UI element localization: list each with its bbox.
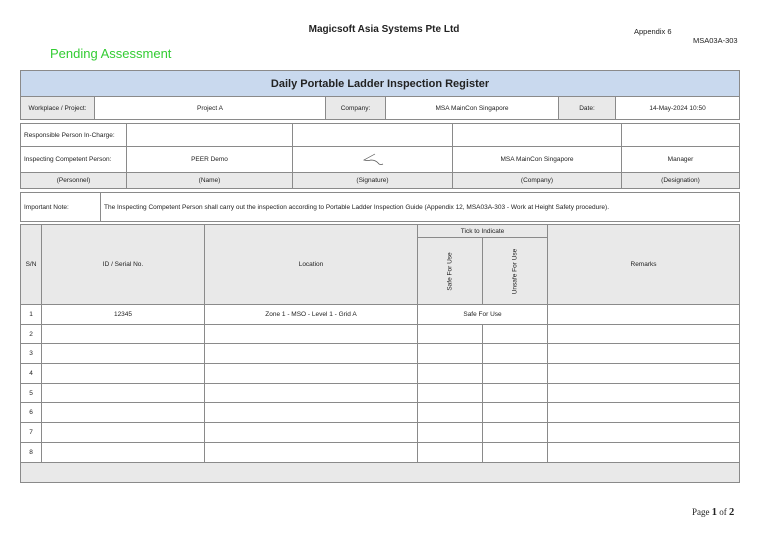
row-safe: [418, 442, 483, 462]
date-label: Date:: [559, 97, 616, 120]
column-header-remarks: Remarks: [548, 225, 740, 305]
row-remarks: [548, 403, 740, 423]
caption-designation: (Designation): [622, 173, 740, 189]
row-location: [205, 423, 418, 443]
responsible-company-cell: [453, 124, 622, 147]
row-safe: [418, 324, 483, 344]
row-status: Safe For Use: [418, 305, 548, 325]
important-note-text: The Inspecting Competent Person shall carry out the inspection according to Portable Ladder Inspection Guide (Appendix 12, MSA03A-303 - Work at Height Safety procedure).: [101, 193, 740, 222]
table-row: [21, 383, 740, 403]
row-id: [42, 383, 205, 403]
row-remarks: [548, 364, 740, 384]
table-row: [21, 344, 740, 364]
workplace-label: Workplace / Project:: [21, 97, 95, 120]
row-remarks: [548, 423, 740, 443]
row-location: [205, 403, 418, 423]
caption-personnel: (Personnel): [21, 173, 127, 189]
safe-for-use-label: Safe For Use: [446, 251, 454, 291]
form-title: Daily Portable Ladder Inspection Register: [21, 71, 740, 97]
row-sn: 4: [21, 364, 42, 384]
inspecting-person-name: PEER Demo: [127, 147, 293, 173]
row-location: [205, 383, 418, 403]
row-safe: [418, 344, 483, 364]
inspection-register-table: [20, 224, 740, 483]
row-safe: [418, 423, 483, 443]
important-note-table: [20, 192, 740, 222]
row-sn: 8: [21, 442, 42, 462]
responsible-name-cell: [127, 124, 293, 147]
column-header-tick: Tick to Indicate: [418, 225, 548, 238]
row-id: [42, 324, 205, 344]
page-of: of: [719, 507, 727, 517]
inspecting-person-designation: Manager: [622, 147, 740, 173]
row-remarks: [548, 324, 740, 344]
column-header-sn: S/N: [21, 225, 42, 305]
row-unsafe: [483, 344, 548, 364]
row-sn: 3: [21, 344, 42, 364]
row-remarks: [548, 305, 740, 325]
row-sn: 2: [21, 324, 42, 344]
row-unsafe: [483, 403, 548, 423]
signature-mark: [361, 152, 385, 166]
responsible-signature-cell: [293, 124, 453, 147]
important-note-label: Important Note:: [21, 193, 101, 222]
page-prefix: Page: [692, 507, 710, 517]
row-location: [205, 364, 418, 384]
row-sn: 1: [21, 305, 42, 325]
table-row: [21, 305, 740, 325]
caption-name: (Name): [127, 173, 293, 189]
row-location: [205, 442, 418, 462]
row-unsafe: [483, 364, 548, 384]
assessment-status: Pending Assessment: [50, 46, 172, 61]
column-header-safe: [418, 238, 483, 305]
table-row: [21, 364, 740, 384]
row-id: [42, 364, 205, 384]
column-header-id: ID / Serial No.: [42, 225, 205, 305]
document-reference: MSA03A-303: [693, 36, 738, 45]
signature-cell: [293, 147, 453, 173]
inspecting-person-company: MSA MainCon Singapore: [453, 147, 622, 173]
row-id: 12345: [42, 305, 205, 325]
row-safe: [418, 383, 483, 403]
row-remarks: [548, 344, 740, 364]
table-row: [21, 403, 740, 423]
table-footer-bar: [21, 462, 740, 482]
row-id: [42, 442, 205, 462]
workplace-value: Project A: [95, 97, 326, 120]
row-id: [42, 344, 205, 364]
row-remarks: [548, 383, 740, 403]
table-row: [21, 442, 740, 462]
row-location: Zone 1 - MSO - Level 1 - Grid A: [205, 305, 418, 325]
table-row: [21, 423, 740, 443]
page-current: 1: [711, 507, 717, 518]
page-total: 2: [729, 507, 735, 518]
company-label: Company:: [326, 97, 386, 120]
caption-company: (Company): [453, 173, 622, 189]
unsafe-for-use-label: Unsafe For Use: [511, 248, 519, 294]
row-remarks: [548, 442, 740, 462]
row-safe: [418, 364, 483, 384]
personnel-table: [20, 123, 740, 189]
row-safe: [418, 403, 483, 423]
row-location: [205, 344, 418, 364]
register-header-table: [20, 70, 740, 120]
row-sn: 5: [21, 383, 42, 403]
company-name: Magicsoft Asia Systems Pte Ltd: [308, 24, 460, 35]
appendix-label: Appendix 6: [634, 27, 672, 36]
row-sn: 7: [21, 423, 42, 443]
inspecting-person-label: Inspecting Competent Person:: [21, 147, 127, 173]
date-value: 14-May-2024 10:50: [616, 97, 740, 120]
row-id: [42, 423, 205, 443]
company-value: MSA MainCon Singapore: [386, 97, 559, 120]
column-header-location: Location: [205, 225, 418, 305]
responsible-person-label: Responsible Person In-Charge:: [21, 124, 127, 147]
row-id: [42, 403, 205, 423]
row-sn: 6: [21, 403, 42, 423]
row-unsafe: [483, 442, 548, 462]
row-location: [205, 324, 418, 344]
row-unsafe: [483, 383, 548, 403]
caption-signature: (Signature): [293, 173, 453, 189]
table-row: [21, 324, 740, 344]
responsible-designation-cell: [622, 124, 740, 147]
column-header-unsafe: [483, 238, 548, 305]
row-unsafe: [483, 324, 548, 344]
page-number: [692, 507, 734, 518]
row-unsafe: [483, 423, 548, 443]
